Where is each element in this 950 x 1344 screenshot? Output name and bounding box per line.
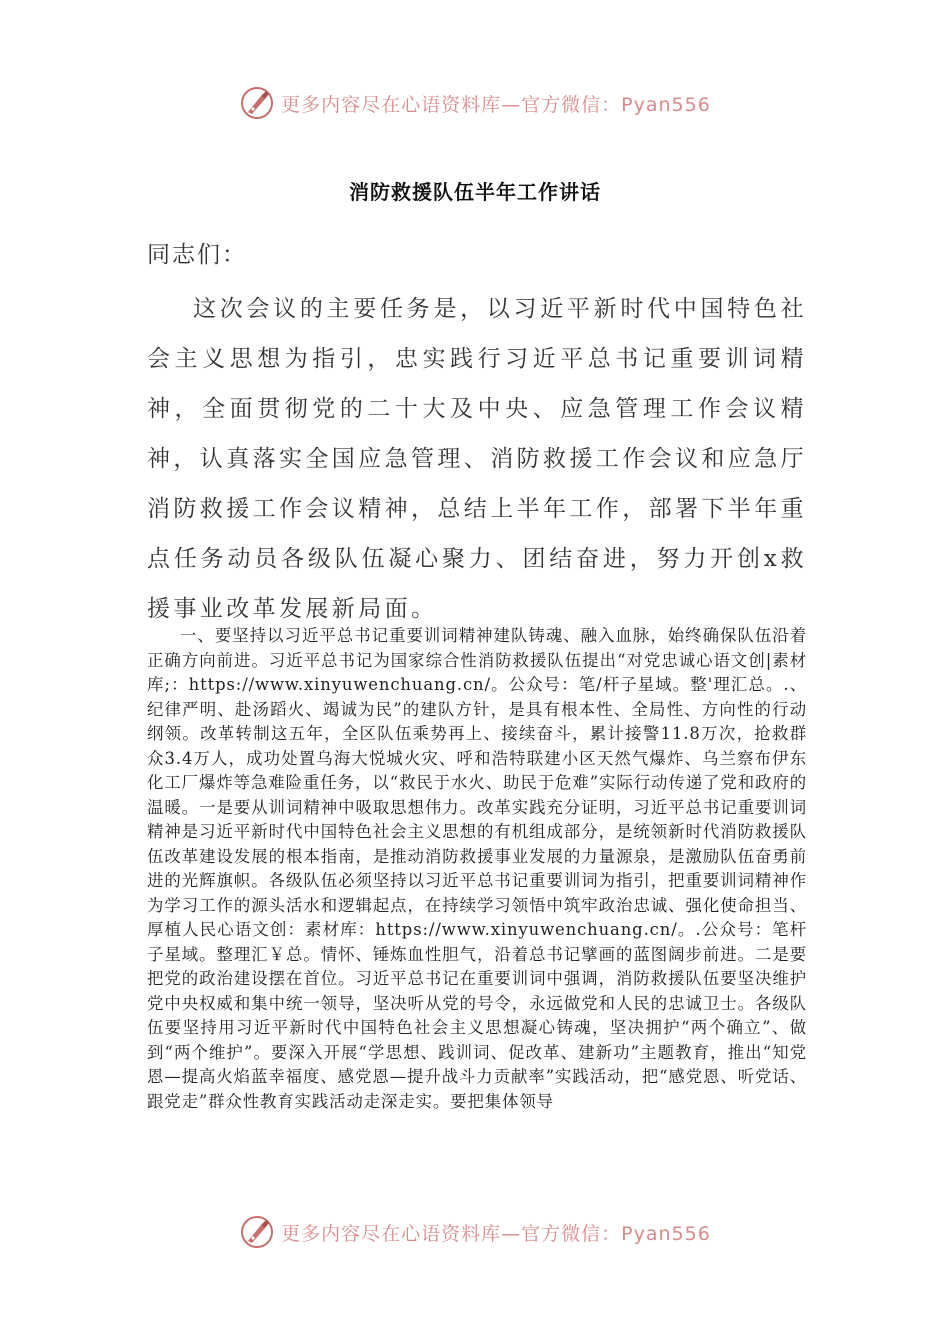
pen-nib-circle-icon	[239, 1214, 275, 1250]
header-banner	[0, 83, 950, 123]
footer-banner-text: 更多内容尽在心语资料库—官方微信：Pyan556	[281, 1222, 711, 1245]
pen-nib-circle-icon	[239, 85, 275, 121]
document-title: 消防救援队伍半年工作讲话	[349, 180, 601, 204]
intro-paragraph: 这次会议的主要任务是，以习近平新时代中国特色社会主义思想为指引，忠实践行习近平总书记重要训词精神，全面贯彻党的二十大及中央、应急管理工作会议精神，认真落实全国应急管理、消防救援工作会议和应急厅消防救援工作会议精神，总结上半年工作，部署下半年重点任务动员各级队伍凝心聚力、团结奋进，努力开创x救援事业改革发展新局面。	[147, 296, 807, 622]
greeting: 同志们：	[147, 242, 247, 268]
header-banner-text: 更多内容尽在心语资料库—官方微信：Pyan556	[281, 93, 711, 116]
footer-banner	[0, 1212, 950, 1252]
body-paragraph: 一、要坚持以习近平总书记重要训词精神建队铸魂、融入血脉，始终确保队伍沿着正确方向前进。习近平总书记为国家综合性消防救援队伍提出“对党忠诚心语文创|素材库;：https://www.xinyuwenchuang.cn/。公众号：笔/杆子星域。整'理汇总。.、纪律严明、赴汤蹈火、竭诚为民”的建队方针，是具有根本性、全局性、方向性的行动纲领。改革转制这五年，全区队伍乘势再上、接续奋斗，累计接警11.8万次，抢救群众3.4万人，成功处置乌海大悦城火灾、呼和浩特联建小区天然气爆炸、乌兰察布伊东化工厂爆炸等急难险重任务，以“救民于水火、助民于危难”实际行动传递了党和政府的温暖。一是要从训词精神中吸取思想伟力。改革实践充分证明，习近平总书记重要训词精神是习近平新时代中国特色社会主义思想的有机组成部分，是统领新时代消防救援队伍改革建设发展的根本指南，是推动消防救援事业发展的力量源泉，是激励队伍奋勇前进的光辉旗帜。各级队伍必须坚持以习近平总书记重要训词为指引，把重要训词精神作为学习工作的源头活水和逻辑起点，在持续学习领悟中筑牢政治忠诚、强化使命担当、厚植人民心语文创：素材库：https://www.xinyuwenchuang.cn/。.公众号：笔杆子星域。整理汇￥总。情怀、锤炼血性胆气，沿着总书记擘画的蓝图阔步前进。二是要把党的政治建设摆在首位。习近平总书记在重要训词中强调，消防救援队伍要坚决维护党中央权威和集中统一领导，坚决听从党的号令，永远做党和人民的忠诚卫士。各级队伍要坚持用习近平新时代中国特色社会主义思想凝心铸魂，坚决拥护“两个确立”、做到“两个维护”。要深入开展“学思想、践训词、促改革、建新功”主题教育，推出“知党恩—提高火焰蓝幸福度、感党恩—提升战斗力贡献率”实践活动，把“感党恩、听党话、跟党走”群众性教育实践活动走深走实。要把集体领导	[147, 626, 807, 1111]
